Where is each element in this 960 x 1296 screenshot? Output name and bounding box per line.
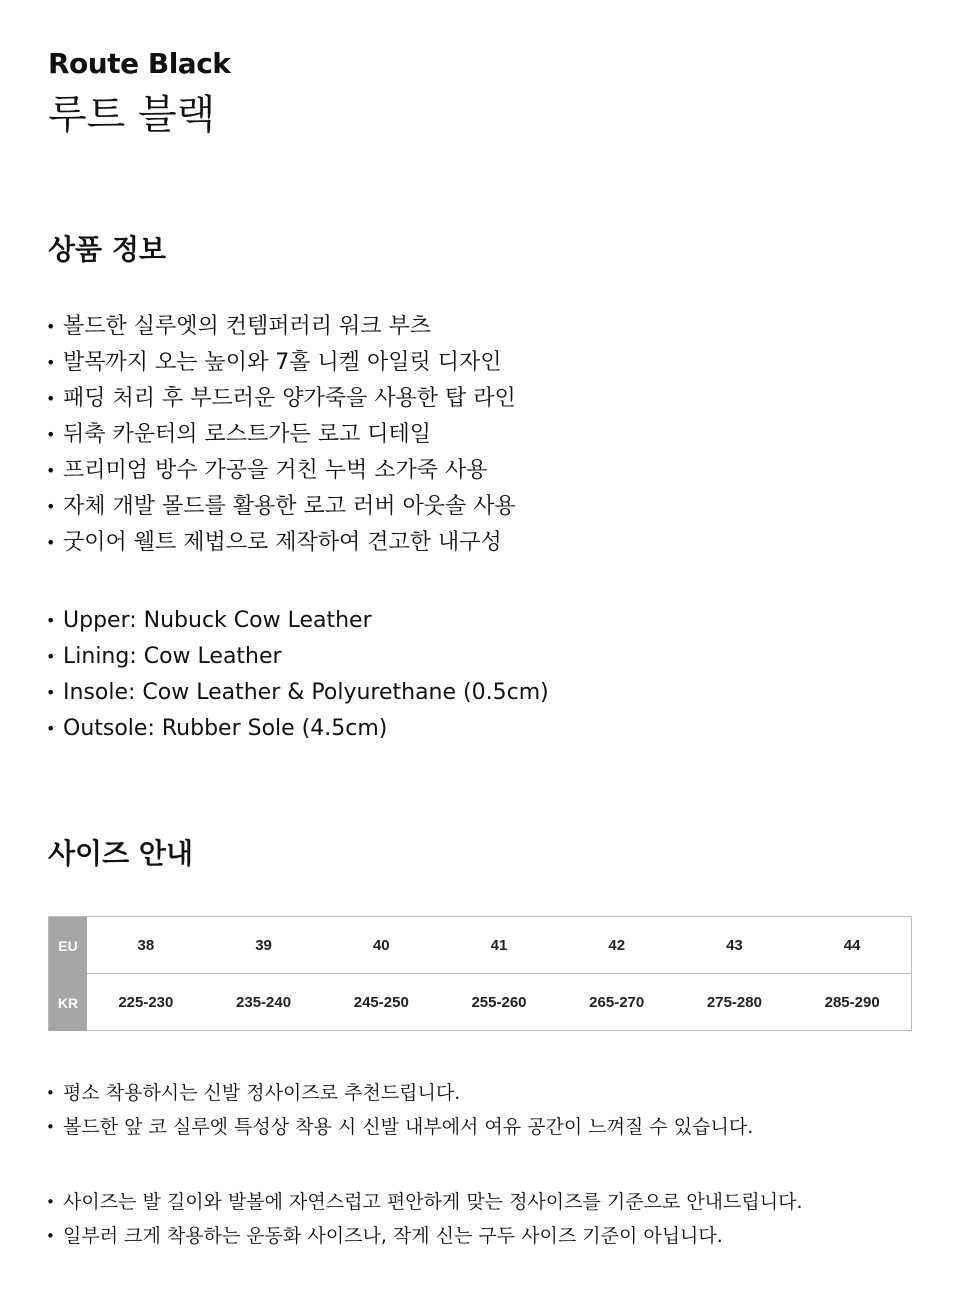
- kr-size-cell: 235-240: [236, 994, 292, 1011]
- feature-list: [48, 309, 516, 561]
- fit-notes-list: [48, 1185, 803, 1253]
- material-item: • Lining: Cow Leather: [48, 639, 549, 675]
- kr-size-cell: 275-280: [706, 994, 762, 1011]
- size-table: [48, 916, 912, 1031]
- eu-size-cell: 41: [440, 917, 558, 974]
- feature-item: • 굿이어 웰트 제법으로 제작하여 견고한 내구성: [48, 525, 516, 561]
- size-notes-list: [48, 1076, 753, 1144]
- eu-size-cell: 42: [558, 917, 676, 974]
- kr-size-cell: 225-230: [118, 994, 174, 1011]
- feature-item: • 자체 개발 몰드를 활용한 로고 러버 아웃솔 사용: [48, 489, 516, 525]
- eu-size-cell: 40: [322, 917, 440, 974]
- material-list: [48, 603, 549, 747]
- material-item: • Insole: Cow Leather & Polyurethane (0.5cm): [48, 675, 549, 711]
- feature-item: • 뒤축 카운터의 로스트가든 로고 디테일: [48, 417, 516, 453]
- eu-size-cell: 43: [676, 917, 794, 974]
- product-name-en: Route Black: [48, 47, 231, 80]
- feature-item: • 패딩 처리 후 부드러운 양가죽을 사용한 탑 라인: [48, 381, 516, 417]
- size-note: • 볼드한 앞 코 실루엣 특성상 착용 시 신발 내부에서 여유 공간이 느껴질 수 있습니다.: [48, 1110, 753, 1144]
- feature-item: • 프리미엄 방수 가공을 거친 누벅 소가죽 사용: [48, 453, 516, 489]
- size-note: • 평소 착용하시는 신발 정사이즈로 추천드립니다.: [48, 1076, 753, 1110]
- material-item: • Outsole: Rubber Sole (4.5cm): [48, 711, 549, 747]
- product-name-kr: 루트 블랙: [48, 92, 216, 138]
- product-info-heading: 상품 정보: [48, 233, 166, 266]
- eu-size-cell: 38: [87, 917, 205, 974]
- eu-size-cell: 44: [793, 917, 911, 974]
- fit-note: • 일부러 크게 착용하는 운동화 사이즈나, 작게 신는 구두 사이즈 기준이 아닙니다.: [48, 1219, 803, 1253]
- fit-note: • 사이즈는 발 길이와 발볼에 자연스럽고 편안하게 맞는 정사이즈를 기준으로 안내드립니다.: [48, 1185, 803, 1219]
- kr-size-cell: 245-250: [353, 994, 409, 1011]
- eu-size-cell: 39: [205, 917, 323, 974]
- feature-item: • 발목까지 오는 높이와 7홀 니켈 아일릿 디자인: [48, 345, 516, 381]
- row-label-eu: EU: [49, 917, 87, 974]
- kr-size-cell: 255-260: [471, 994, 527, 1011]
- material-item: • Upper: Nubuck Cow Leather: [48, 603, 549, 639]
- size-guide-heading: 사이즈 안내: [48, 837, 193, 870]
- kr-size-cell: 265-270: [589, 994, 645, 1011]
- kr-size-cell: 285-290: [824, 994, 880, 1011]
- feature-item: • 볼드한 실루엣의 컨템퍼러리 워크 부츠: [48, 309, 516, 345]
- row-label-kr: KR: [49, 974, 87, 1031]
